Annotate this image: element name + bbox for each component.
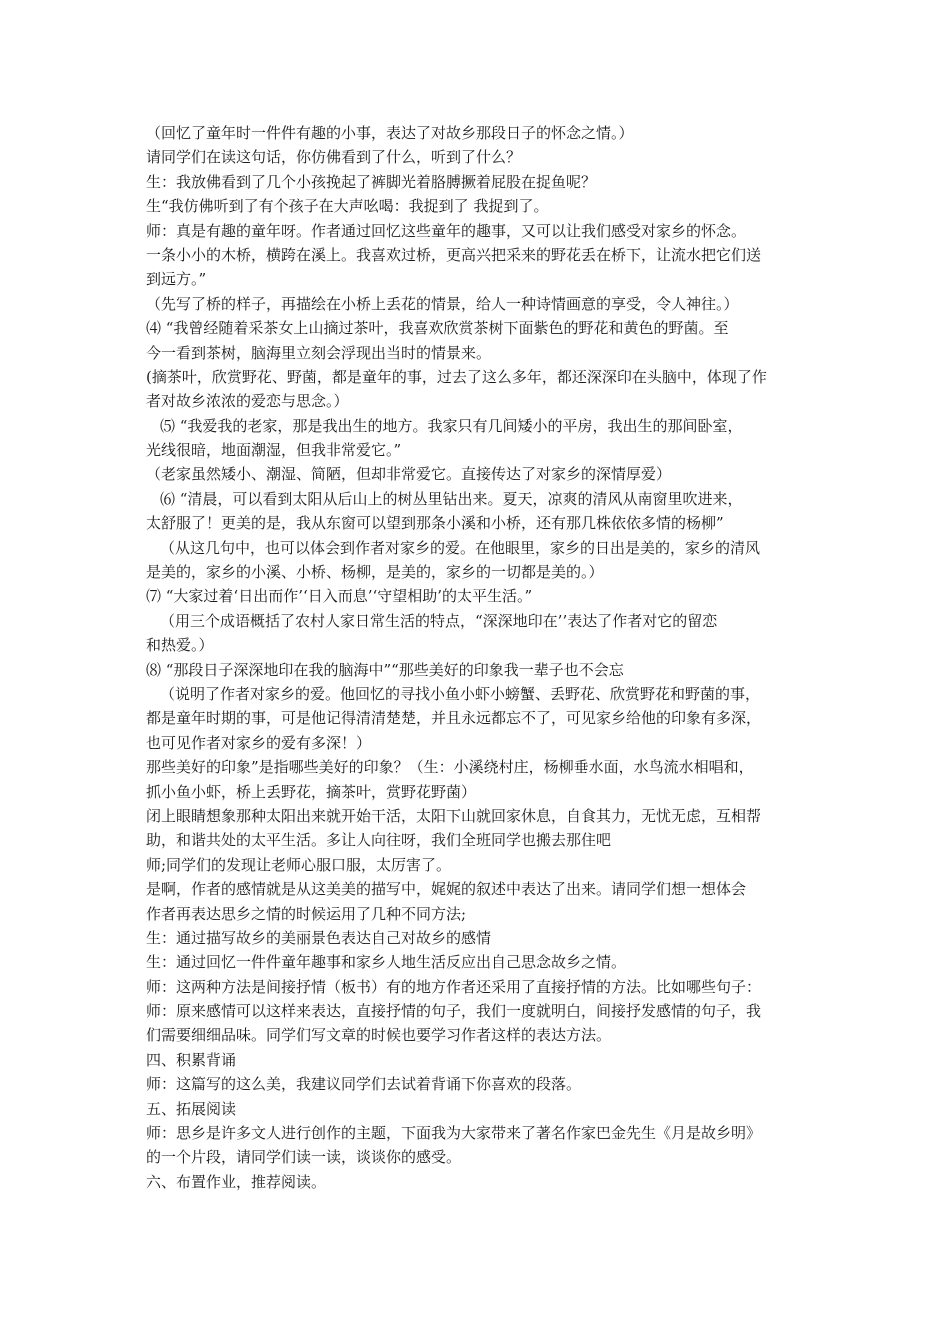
text-line: 者对故乡浓浓的爱恋与思念。） <box>146 392 349 411</box>
text-line: （说明了作者对家乡的爱。他回忆的寻找小鱼小虾小螃蟹、丢野花、欣赏野花和野菌的事， <box>160 684 761 703</box>
text-line: ⑹ “清晨，可以看到太阳从后山上的树丛里钻出来。夏天，凉爽的清风从南窗里吹进来， <box>160 489 743 508</box>
document-body <box>146 121 826 1194</box>
text-line: （从这几句中，也可以体会到作者对家乡的爱。在他眼里，家乡的日出是美的，家乡的清风 <box>160 538 761 557</box>
text-line: 师：这两种方法是间接抒情（板书）有的地方作者还采用了直接抒情的方法。比如哪些句子： <box>146 977 762 996</box>
text-line: 到远方。” <box>146 270 207 289</box>
text-line: 师：真是有趣的童年呀。作者通过回忆这些童年的趣事，又可以让我们感受对家乡的怀念。 <box>146 221 747 240</box>
section-heading: 四、积累背诵 <box>146 1050 237 1069</box>
text-line: 师：原来感情可以这样来表达，直接抒情的句子，我们一度就明白，间接抒发感情的句子，我 <box>146 1002 762 1021</box>
text-line: 和热爱。） <box>146 636 214 655</box>
text-line: 作者再表达思乡之情的时候运用了几种不同方法; <box>146 904 467 923</box>
section-heading: 六、布置作业，推荐阅读。 <box>146 1172 327 1191</box>
text-line: （老家虽然矮小、潮湿、简陋，但却非常爱它。直接传达了对家乡的深情厚爱） <box>146 465 672 484</box>
text-line: 闭上眼睛想象那种太阳出来就开始干活，太阳下山就回家休息，自食其力，无忧无虑，互相帮 <box>146 806 762 825</box>
text-line: 们需要细细品味。同学们写文章的时候也要学习作者这样的表达方法。 <box>146 1026 612 1045</box>
section-heading: 五、拓展阅读 <box>146 1099 237 1118</box>
text-line: ⑷ “我曾经随着采茶女上山摘过茶叶，我喜欢欣赏茶树下面紫色的野花和黄色的野菌。至 <box>146 319 729 338</box>
text-line: 生：通过描写故乡的美丽景色表达自己对故乡的感情 <box>146 928 492 947</box>
text-line: 今一看到茶树，脑海里立刻会浮现出当时的情景来。 <box>146 343 492 362</box>
text-line: 一条小小的木桥，横跨在溪上。我喜欢过桥，更高兴把采来的野花丢在桥下，让流水把它们送 <box>146 245 762 264</box>
text-line: 师;同学们的发现让老师心服口服，太厉害了。 <box>146 855 452 874</box>
text-line: 师：思乡是许多文人进行创作的主题，下面我为大家带来了著名作家巴金先生《月是故乡明》 <box>146 1124 762 1143</box>
text-line: 生：我放佛看到了几个小孩挽起了裤脚光着胳膊撅着屁股在捉鱼呢？ <box>146 172 597 191</box>
text-line: （先写了桥的样子，再描绘在小桥上丢花的情景，给人一种诗情画意的享受，令人神往。） <box>146 294 739 313</box>
text-line: 光线很暗，地面潮湿，但我非常爱它。” <box>146 441 402 460</box>
text-line: 都是童年时期的事，可是他记得清清楚楚，并且永远都忘不了，可见家乡给他的印象有多深， <box>146 709 762 728</box>
text-line: 的一个片段，请同学们读一读，谈谈你的感受。 <box>146 1148 462 1167</box>
text-line: ⑸ “我爱我的老家，那是我出生的地方。我家只有几间矮小的平房，我出生的那间卧室， <box>160 416 743 435</box>
text-line: 抓小鱼小虾，桥上丢野花，摘茶叶，赏野花野菌） <box>146 782 477 801</box>
text-line: 生“我仿佛听到了有个孩子在大声吆喝：我捉到了 我捉到了。 <box>146 197 549 216</box>
text-line: 太舒服了！更美的是，我从东窗可以望到那条小溪和小桥，还有那几株依依多情的杨柳” <box>146 514 724 533</box>
text-line: 是美的，家乡的小溪、小桥、杨柳，是美的，家乡的一切都是美的。） <box>146 563 604 582</box>
text-line: 师：这篇写的这么美，我建议同学们去试着背诵下你喜欢的段落。 <box>146 1075 582 1094</box>
text-line: ⑺ “大家过着‘日出而作’‘日入而息’‘守望相助’的太平生活。” <box>146 587 533 606</box>
text-line: 生：通过回忆一件件童年趣事和家乡人地生活反应出自己思念故乡之情。 <box>146 953 627 972</box>
text-line: 也可见作者对家乡的爱有多深！） <box>146 733 372 752</box>
text-line: (摘茶叶，欣赏野花、野菌，都是童年的事，过去了这么多年，都还深深印在头脑中，体现了作 <box>146 367 767 386</box>
text-line: （用三个成语概括了农村人家日常生活的特点，“深深地印在’’表达了作者对它的留恋 <box>160 611 718 630</box>
text-line: ⑻ “那段日子深深地印在我的脑海中”“那些美好的印象我一辈子也不会忘 <box>146 660 624 679</box>
text-line: （回忆了童年时一件件有趣的小事，表达了对故乡那段日子的怀念之情。） <box>146 124 634 142</box>
text-line: 那些美好的印象”是指哪些美好的印象？（生：小溪绕村庄，杨柳垂水面，水鸟流水相唱和， <box>146 758 754 777</box>
text-line: 助，和谐共处的太平生活。多让人向往呀，我们全班同学也搬去那住吧 <box>146 831 612 850</box>
text-line: 是啊，作者的感情就是从这美美的描写中，娓娓的叙述中表达了出来。请同学们想一想体会 <box>146 880 747 899</box>
text-line: 请同学们在读这句话，你仿佛看到了什么，听到了什么？ <box>146 148 522 167</box>
